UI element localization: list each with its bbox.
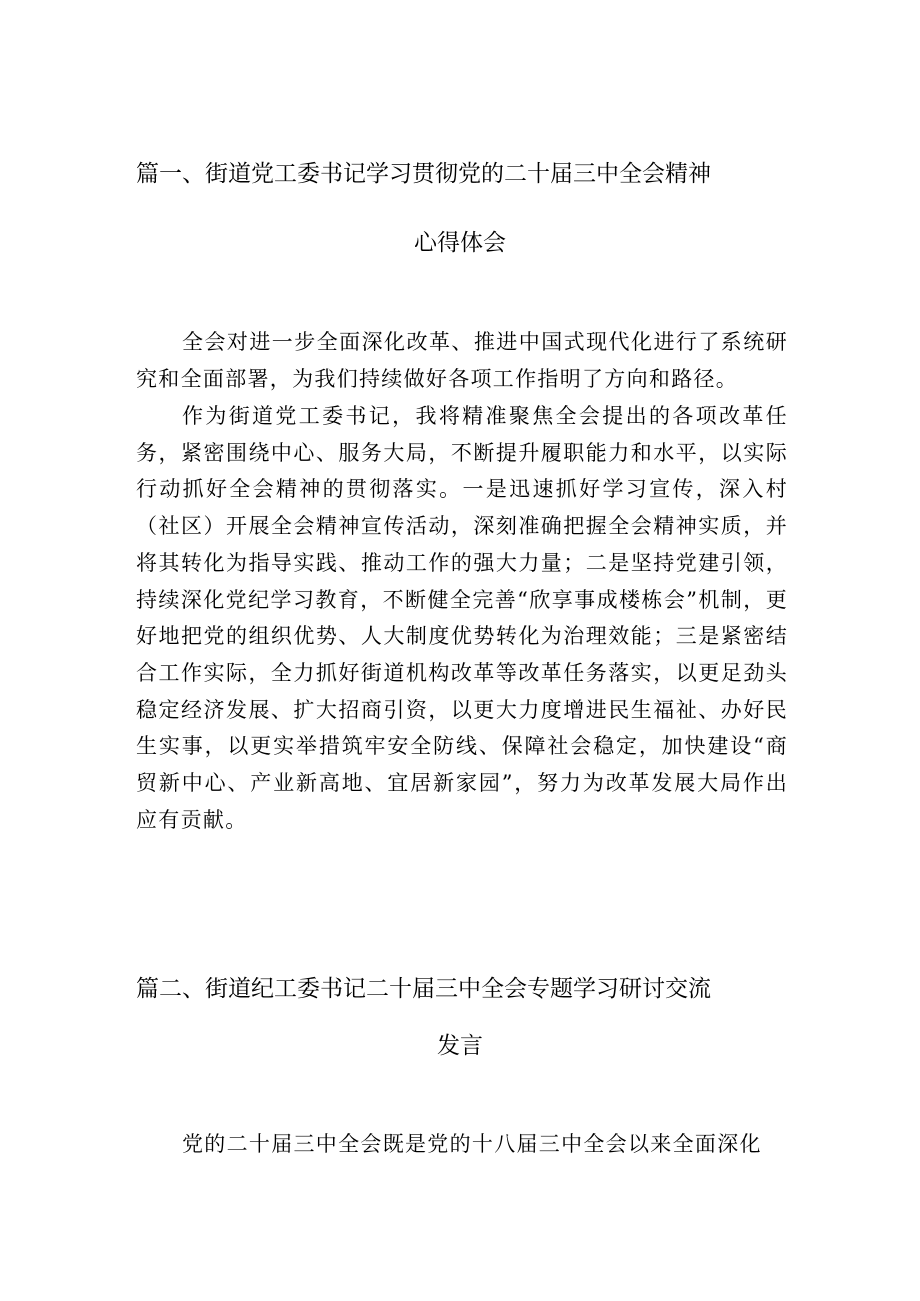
section1-paragraph2: 作为街道党工委书记，我将精准聚焦全会提出的各项改革任务，紧密围绕中心、服务大局，不断提升履职能力和水平，以实际行动抓好全会精神的贯彻落实。一是迅速抓好学习宣传，深入村（社区）开展全会精神宣传活动，深刻准确把握全会精神实质，并将其转化为指导实践、推动工作的强大力量；二是坚持党建引领，持续深化党纪学习教育，不断健全完善“欣享事成楼栋会”机制，更好地把党的组织优势、人大制度优势转化为治理效能；三是紧密结合工作实际，全力抓好街道机构改革等改革任务落实，以更足劲头稳定经济发展、扩大招商引资，以更大力度增进民生福祉、办好民生实事，以更实举措筑牢安全防线、保障社会稳定，加快建设“商贸新中心、产业新高地、宜居新家园”，努力为改革发展大局作出应有贡献。 <box>136 404 788 832</box>
section1-title-line1: 篇一、街道党工委书记学习贯彻党的二十届三中全会精神 <box>136 161 711 187</box>
section2-title-line2: 发言 <box>437 1033 483 1059</box>
section2-paragraph1: 党的二十届三中全会既是党的十八届三中全会以来全面深化 <box>182 1132 762 1156</box>
section2-title-line1: 篇二、街道纪工委书记二十届三中全会专题学习研讨交流 <box>136 976 711 1002</box>
section1-title-line2: 心得体会 <box>414 230 506 256</box>
section1-paragraph1: 全会对进一步全面深化改革、推进中国式现代化进行了系统研究和全面部署，为我们持续做好各项工作指明了方向和路径。 <box>136 330 788 391</box>
